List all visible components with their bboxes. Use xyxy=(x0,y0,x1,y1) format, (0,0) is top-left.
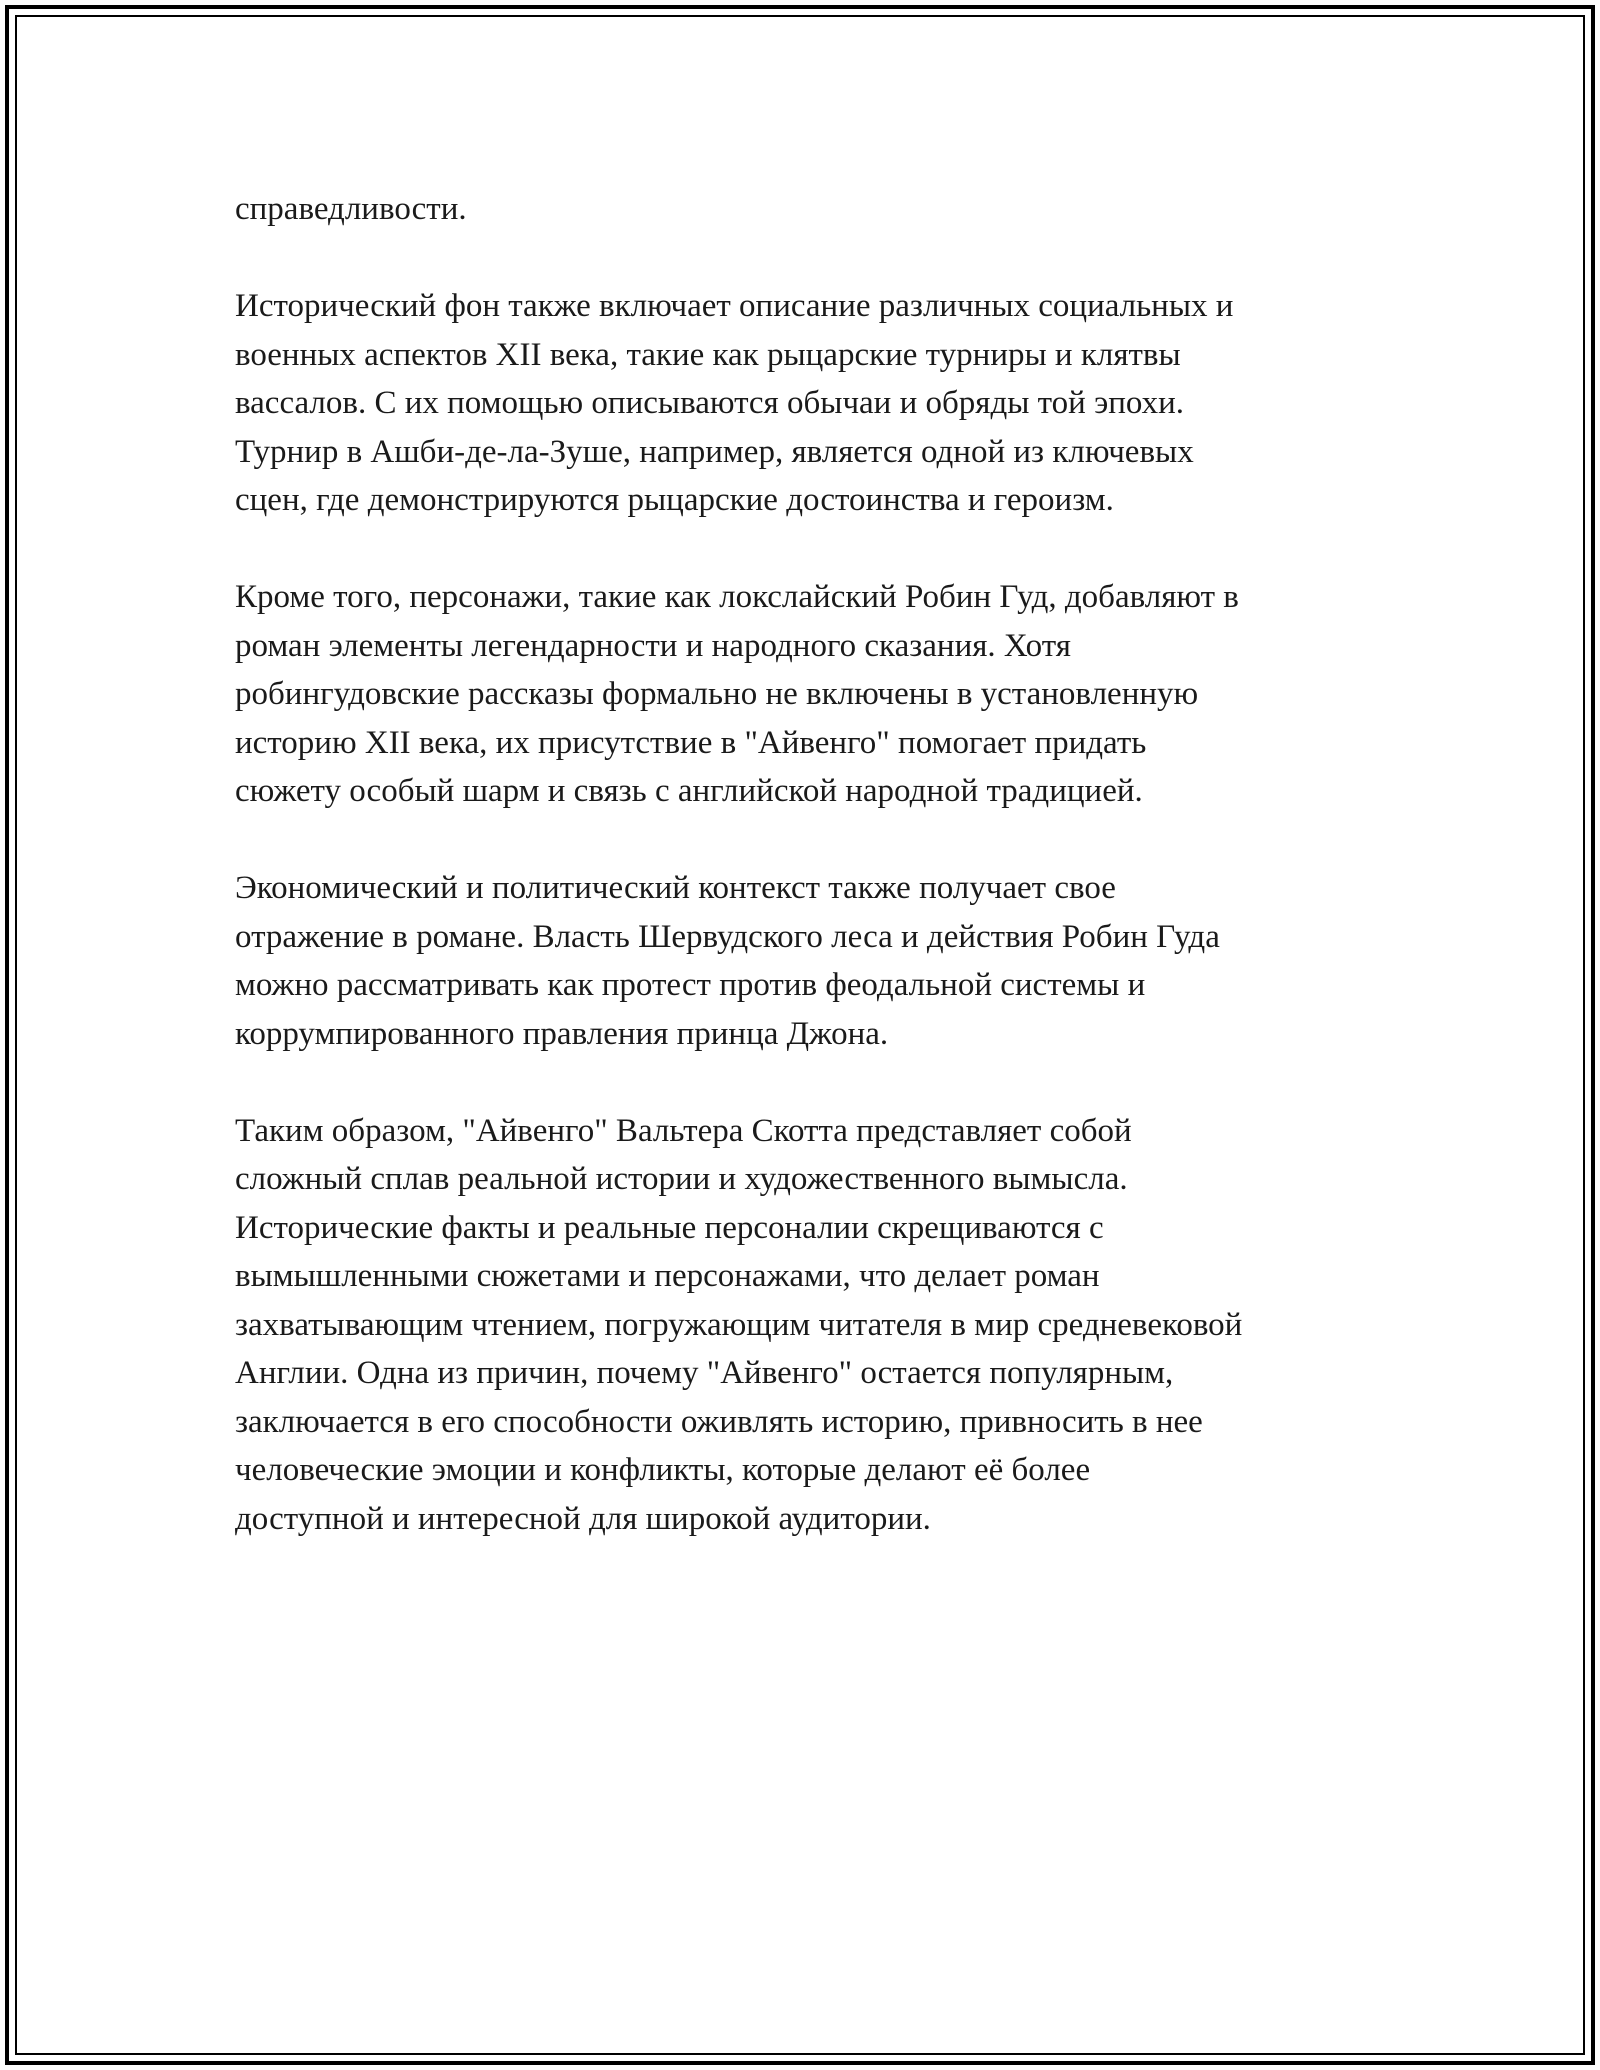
paragraph-2: Исторический фон также включает описание различных социальных и военных аспектов XII века, такие как рыцарские турниры и клятвы вассалов. С их помощью описываются обычаи и обряды той эпохи. Турнир в Ашби-де-ла-Зуше, например, является одной из ключевых сцен, где демонстрируются рыцарские достоинства и героизм. xyxy=(235,288,1234,518)
paragraph-4: Экономический и политический контекст также получает свое отражение в романе. Власть Шервудского леса и действия Робин Гуда можно рассматривать как протест против феодальной системы и коррумпированного правления принца Джона. xyxy=(235,870,1220,1052)
document-body xyxy=(235,185,1375,1592)
paragraph-3: Кроме того, персонажи, такие как локслайский Робин Гуд, добавляют в роман элементы легендарности и народного сказания. Хотя робингудовские рассказы формально не включены в установленную историю XII века, их присутствие в "Айвенго" помогает придать сюжету особый шарм и связь с английской народной традицией. xyxy=(235,579,1239,809)
paragraph-1: справедливости. xyxy=(235,191,467,227)
paragraph-5: Таким образом, "Айвенго" Вальтера Скотта представляет собой сложный сплав реальной истории и художественного вымысла. Исторические факты и реальные персоналии скрещиваются с вымышленными сюжетами и персонажами, что делает роман захватывающим чтением, погружающим читателя в мир средневековой Англии. Одна из причин, почему "Айвенго" остается популярным, заключается в его способности оживлять историю, привносить в нее человеческие эмоции и конфликты, которые делают её более доступной и интересной для широкой аудитории. xyxy=(235,1112,1243,1537)
